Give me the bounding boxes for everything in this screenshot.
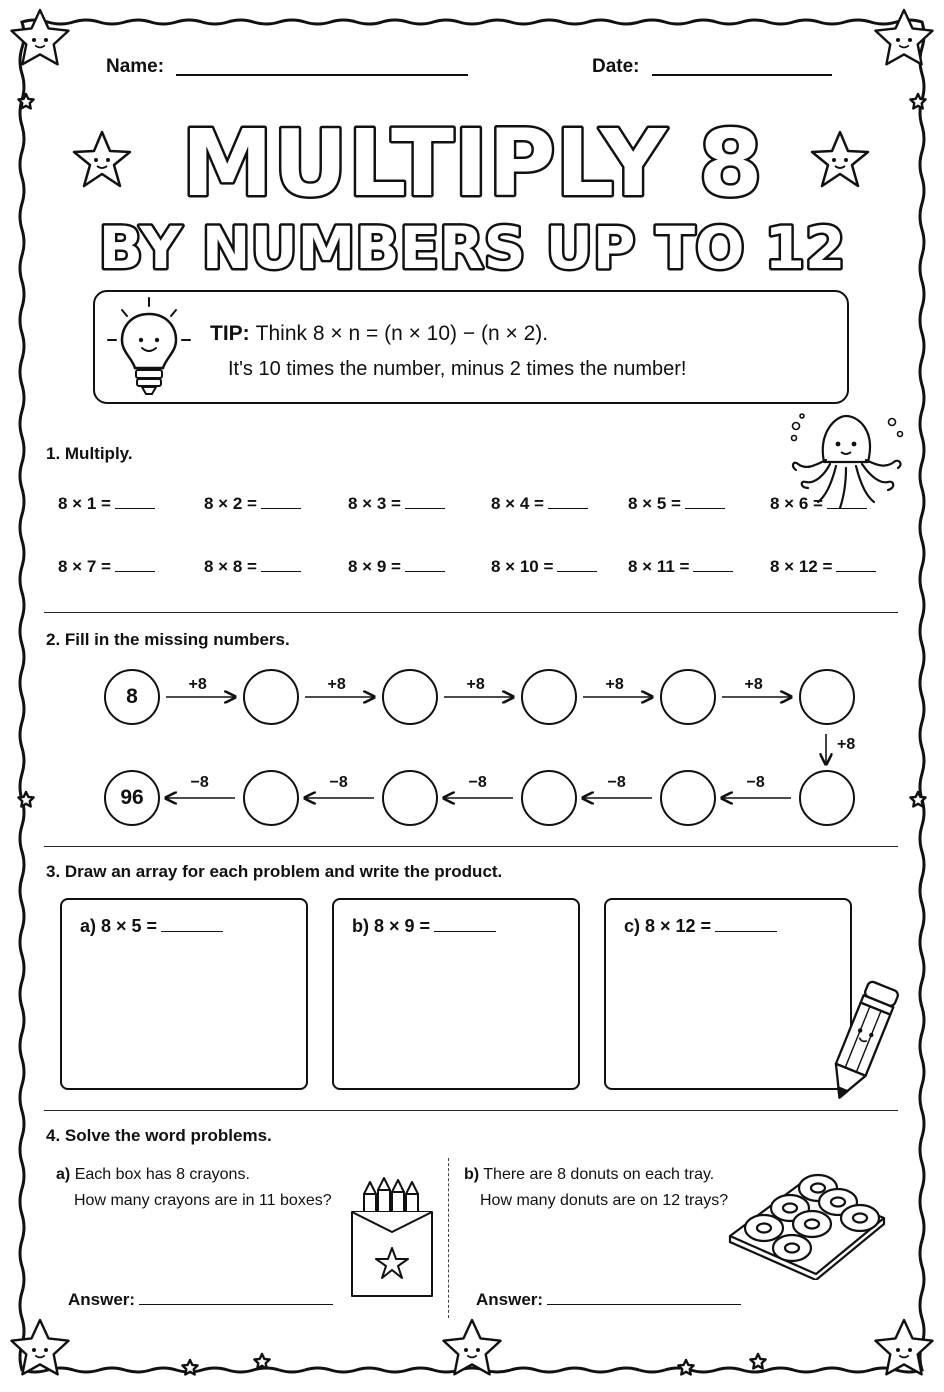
section4-title: 4. Solve the word problems. xyxy=(46,1126,272,1145)
star-icon xyxy=(182,1360,197,1375)
array-drawing-box[interactable] xyxy=(60,898,308,1090)
tip-line1 xyxy=(210,322,548,346)
star-icon xyxy=(12,10,69,64)
product-blank[interactable] xyxy=(161,917,223,932)
multiply-problem xyxy=(58,557,155,577)
section1-title: 1. Multiply. xyxy=(46,444,133,463)
answer-blank[interactable] xyxy=(261,557,301,572)
tip-label: TIP: xyxy=(210,322,250,345)
product-blank[interactable] xyxy=(715,917,777,932)
problem-text: 8 × 10 = xyxy=(491,557,554,576)
chain-step-label: +8 xyxy=(466,676,485,693)
star-icon xyxy=(750,1354,765,1369)
chain-step-label: +8 xyxy=(327,676,346,693)
star-icon xyxy=(12,1320,69,1374)
divider xyxy=(44,1110,898,1111)
tip-formula: Think 8 × n = (n × 10) − (n × 2). xyxy=(255,322,549,345)
problem-text: 8 × 11 = xyxy=(628,557,690,576)
chain-blank-circle[interactable] xyxy=(382,770,438,826)
chain-blank-circle[interactable] xyxy=(799,770,855,826)
crayon-box-icon xyxy=(346,1172,438,1298)
pencil-icon xyxy=(820,976,904,1108)
chain-blank-circle[interactable] xyxy=(799,669,855,725)
multiply-problem xyxy=(491,557,597,577)
date-label: Date: xyxy=(592,56,640,77)
star-icon xyxy=(678,1360,693,1375)
star-eye xyxy=(44,38,48,42)
multiply-problem xyxy=(628,494,725,514)
product-blank[interactable] xyxy=(434,917,496,932)
star-eye xyxy=(44,1348,48,1352)
chain-step-label: −8 xyxy=(329,774,348,791)
answer-blank[interactable] xyxy=(405,557,445,572)
star-smile xyxy=(899,1355,909,1357)
chain-start-number: 8 xyxy=(104,669,160,725)
problem-text: 8 × 3 = xyxy=(348,494,401,513)
title-line2: BY NUMBERS UP TO 12 xyxy=(98,214,846,282)
star-eye xyxy=(476,1348,480,1352)
problem-text: 8 × 4 = xyxy=(491,494,544,513)
multiply-problem xyxy=(204,494,301,514)
array-problem-label xyxy=(80,916,223,937)
answer-blank[interactable] xyxy=(261,494,301,509)
star-icon xyxy=(876,1320,933,1374)
chain-step-label: +8 xyxy=(744,676,763,693)
donut-hole xyxy=(785,1244,799,1253)
multiply-problem xyxy=(58,494,155,514)
problem-text: 8 × 6 = xyxy=(770,494,823,513)
donut-hole xyxy=(811,1184,825,1193)
array-problem-text: a) 8 × 5 = xyxy=(80,916,158,936)
star-icon xyxy=(70,128,134,192)
tip-line2: It's 10 times the number, minus 2 times the number! xyxy=(228,358,687,380)
chain-step-label: −8 xyxy=(468,774,487,791)
problem-text: 8 × 1 = xyxy=(58,494,111,513)
star-eye xyxy=(896,38,900,42)
name-field[interactable] xyxy=(176,74,468,76)
chain-blank-circle[interactable] xyxy=(243,770,299,826)
multiply-problem xyxy=(348,557,445,577)
problem-text: 8 × 5 = xyxy=(628,494,681,513)
word-problem-a xyxy=(56,1162,332,1214)
star-eye xyxy=(908,1348,912,1352)
word-problem-a-label: a) xyxy=(56,1166,71,1183)
star-smile xyxy=(35,1355,45,1357)
array-problem-text: c) 8 × 12 = xyxy=(624,916,712,936)
chain-step-label: −8 xyxy=(746,774,765,791)
array-drawing-box[interactable] xyxy=(332,898,580,1090)
title-line1: MULTIPLY 8 xyxy=(181,110,763,217)
multiply-problem xyxy=(770,494,867,514)
star-icon xyxy=(876,10,933,64)
star-smile xyxy=(35,45,45,47)
answer-blank[interactable] xyxy=(693,557,733,572)
answer-blank[interactable] xyxy=(557,557,597,572)
chain-step-label: +8 xyxy=(188,676,207,693)
answer-blank[interactable] xyxy=(827,494,867,509)
star-icon xyxy=(254,1354,269,1369)
chain-blank-circle[interactable] xyxy=(382,669,438,725)
section3-title: 3. Draw an array for each problem and write the product. xyxy=(46,862,503,881)
answer-a-label: Answer: xyxy=(68,1290,136,1309)
problem-text: 8 × 8 = xyxy=(204,557,257,576)
star-smile xyxy=(467,1355,477,1357)
page-title xyxy=(0,100,944,300)
chain-blank-circle[interactable] xyxy=(243,669,299,725)
vertical-divider xyxy=(448,1158,449,1318)
chain-end-number: 96 xyxy=(104,770,160,826)
problem-text: 8 × 12 = xyxy=(770,557,833,576)
star-icon xyxy=(808,128,872,192)
multiply-problem xyxy=(770,557,876,577)
chain-blank-circle[interactable] xyxy=(660,669,716,725)
array-drawing-box[interactable] xyxy=(604,898,852,1090)
chain-step-label: +8 xyxy=(837,736,856,753)
word-problem-a-line2: How many crayons are in 11 boxes? xyxy=(74,1192,332,1209)
array-problem-label xyxy=(624,916,777,937)
date-field[interactable] xyxy=(652,74,832,76)
problem-text: 8 × 7 = xyxy=(58,557,111,576)
star-eye xyxy=(464,1348,468,1352)
star-eye xyxy=(32,38,36,42)
word-problem-b xyxy=(464,1162,728,1214)
multiply-problem xyxy=(491,494,588,514)
star-icon xyxy=(444,1320,501,1374)
name-label: Name: xyxy=(106,56,165,77)
word-problem-b-label: b) xyxy=(464,1166,480,1183)
section2-title: 2. Fill in the missing numbers. xyxy=(46,630,290,649)
divider xyxy=(44,846,898,847)
answer-a-field[interactable] xyxy=(139,1290,333,1305)
multiply-problem xyxy=(204,557,301,577)
star-smile xyxy=(899,45,909,47)
answer-blank[interactable] xyxy=(548,494,588,509)
donut-hole xyxy=(831,1198,845,1207)
lightbulb-icon xyxy=(104,296,194,400)
answer-blank[interactable] xyxy=(115,557,155,572)
array-problem-text: b) 8 × 9 = xyxy=(352,916,431,936)
multiply-problem xyxy=(348,494,445,514)
word-problem-a-line1: Each box has 8 crayons. xyxy=(74,1166,250,1183)
chain-step-label: +8 xyxy=(605,676,624,693)
chain-blank-circle[interactable] xyxy=(660,770,716,826)
donut-hole xyxy=(805,1220,819,1229)
answer-blank[interactable] xyxy=(115,494,155,509)
donut-hole xyxy=(783,1204,797,1213)
answer-b xyxy=(476,1290,741,1310)
donut-hole xyxy=(853,1214,867,1223)
problem-text: 8 × 2 = xyxy=(204,494,257,513)
answer-a xyxy=(68,1290,333,1310)
star-eye xyxy=(908,38,912,42)
donut-hole xyxy=(757,1224,771,1233)
answer-blank[interactable] xyxy=(836,557,876,572)
answer-blank[interactable] xyxy=(405,494,445,509)
chain-step-label: −8 xyxy=(607,774,626,791)
chain-step-label: −8 xyxy=(190,774,209,791)
array-problem-label xyxy=(352,916,496,937)
problem-text: 8 × 9 = xyxy=(348,557,401,576)
multiply-problem xyxy=(628,557,733,577)
answer-b-label: Answer: xyxy=(476,1290,544,1309)
word-problem-b-line1: There are 8 donuts on each tray. xyxy=(483,1166,715,1183)
word-problem-b-line2: How many donuts are on 12 trays? xyxy=(480,1192,729,1209)
chain-blank-circle[interactable] xyxy=(521,770,577,826)
divider xyxy=(44,612,898,613)
star-eye xyxy=(896,1348,900,1352)
tip-box xyxy=(93,290,849,404)
chain-blank-circle[interactable] xyxy=(521,669,577,725)
star-eye xyxy=(32,1348,36,1352)
donut-tray-icon xyxy=(720,1162,890,1280)
answer-b-field[interactable] xyxy=(547,1290,741,1305)
answer-blank[interactable] xyxy=(685,494,725,509)
